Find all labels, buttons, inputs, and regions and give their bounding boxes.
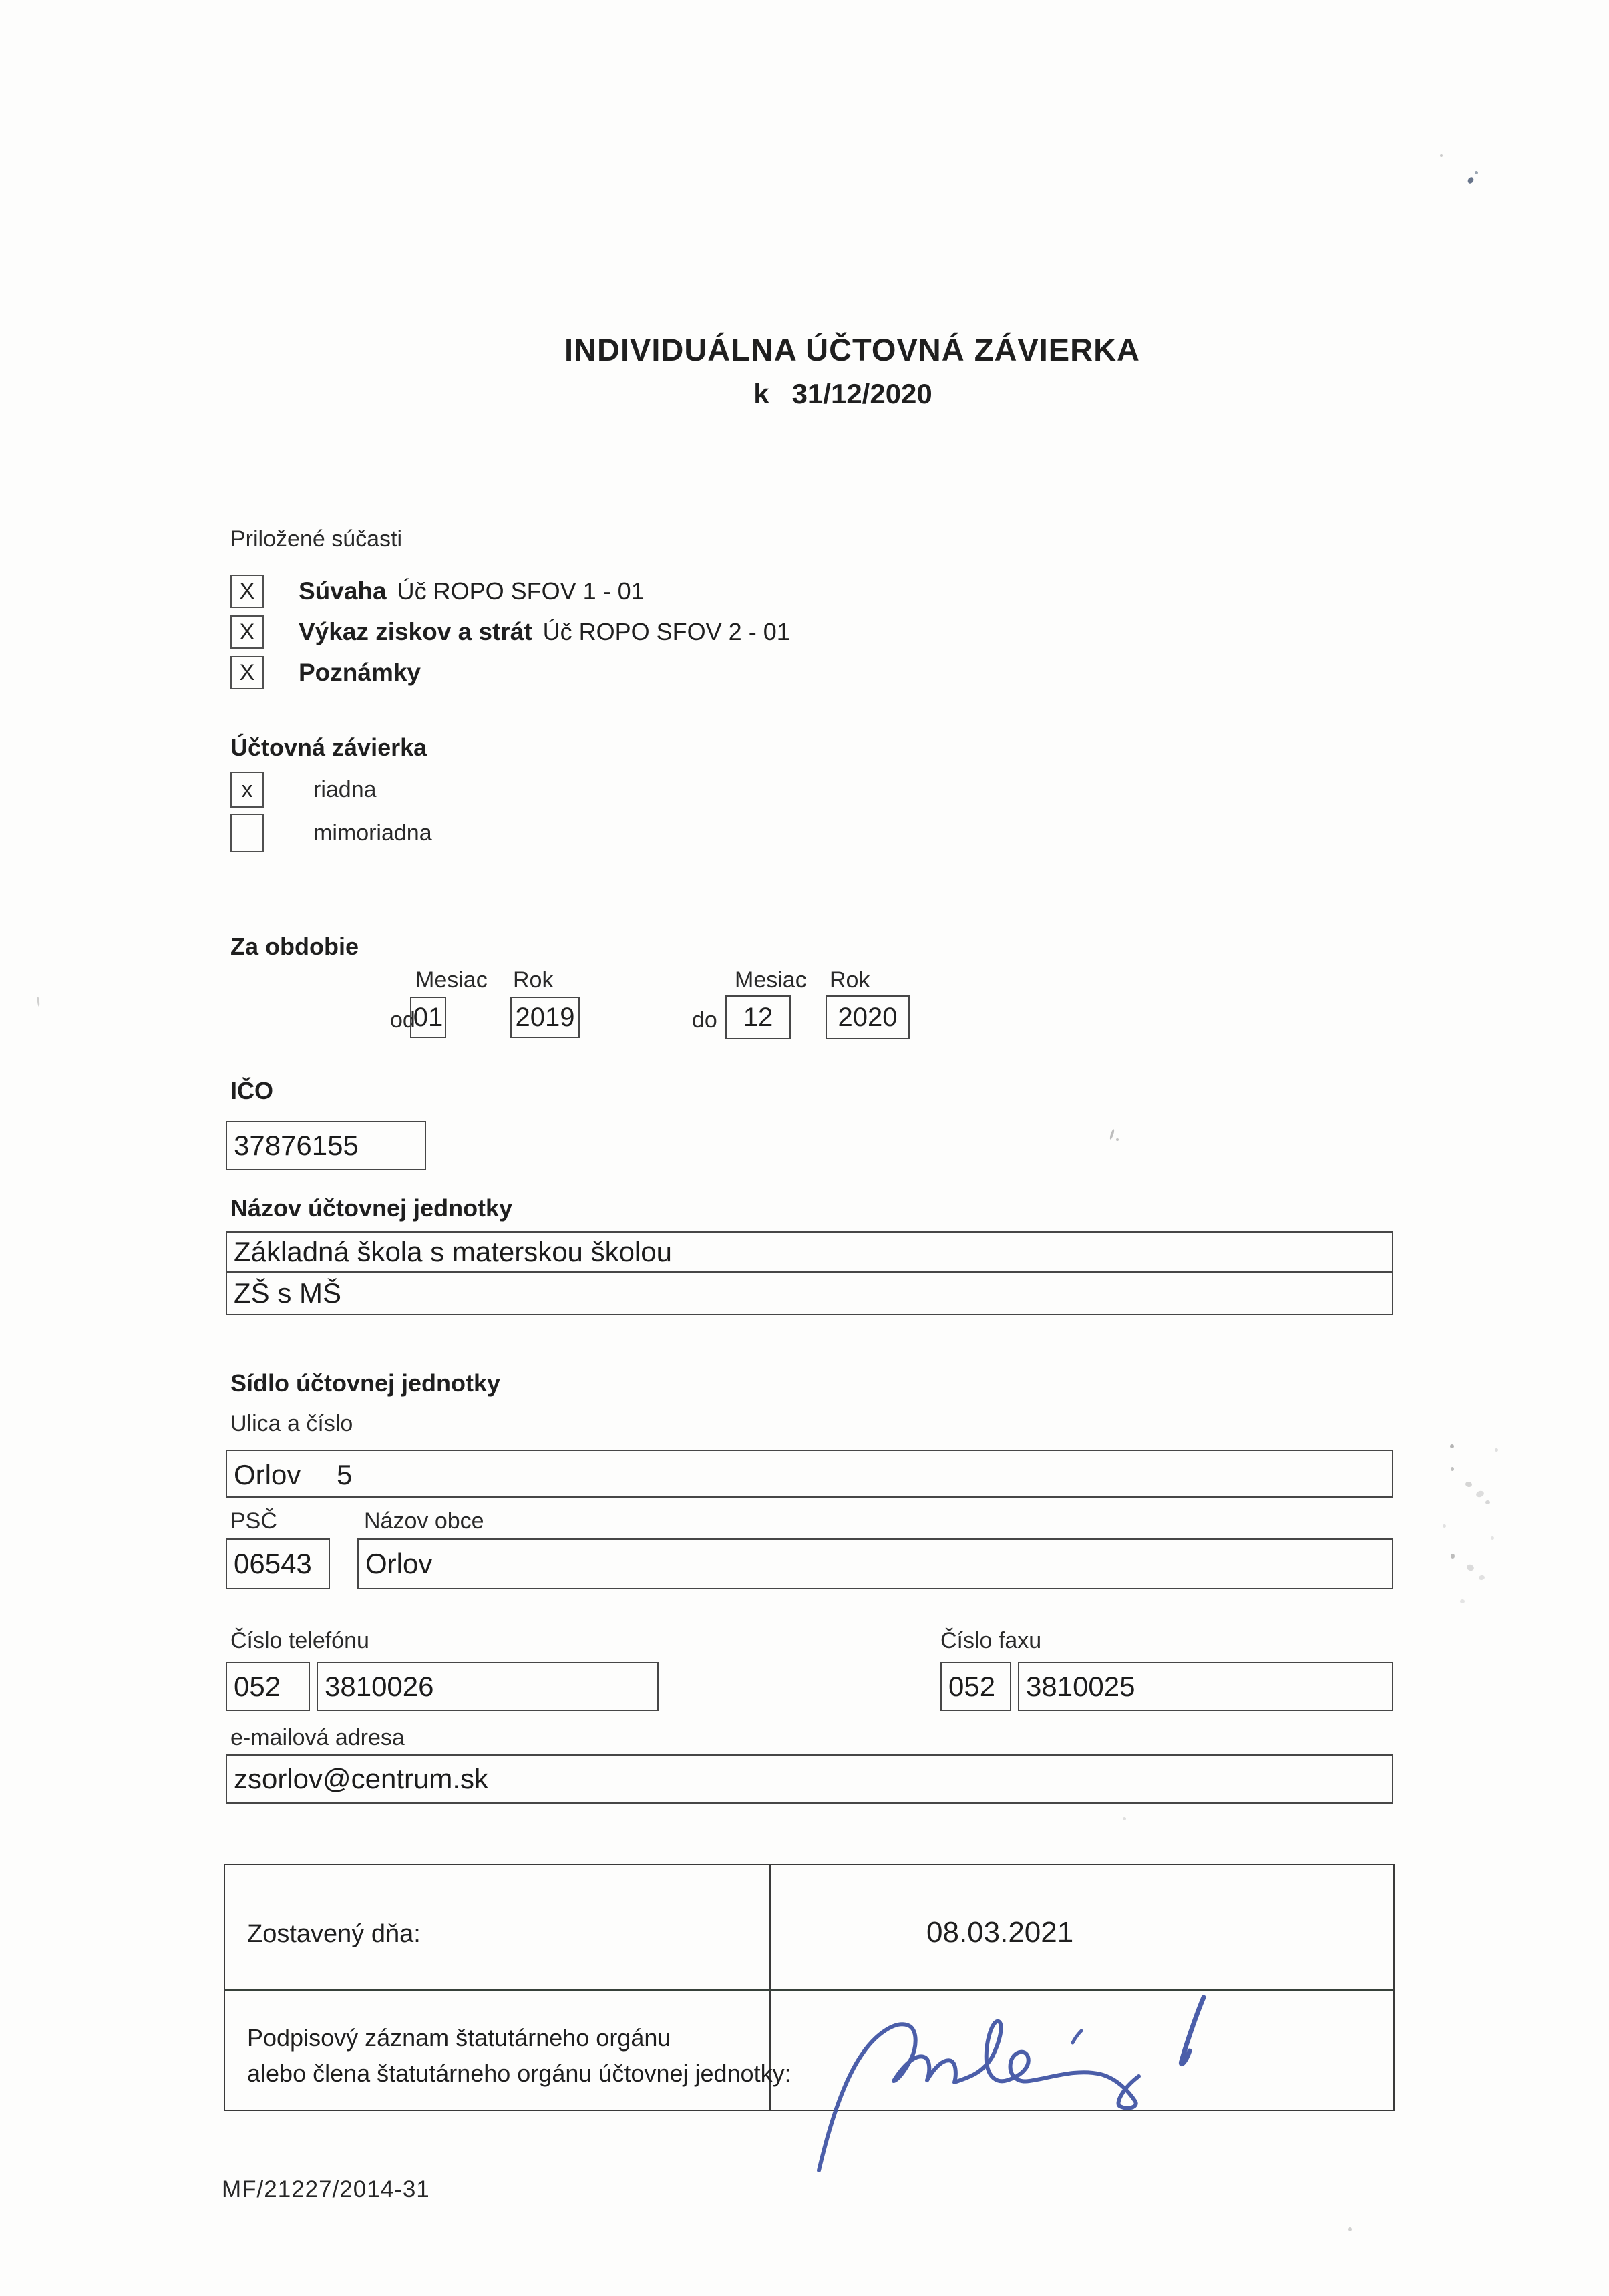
phone-prefix-field[interactable]: 052	[226, 1662, 310, 1711]
scan-speck	[1467, 176, 1475, 185]
town-field[interactable]: Orlov	[357, 1538, 1393, 1589]
compiled-date-label: Zostavený dňa:	[247, 1920, 421, 1948]
scan-speck	[1450, 1444, 1454, 1448]
attachment-row-suvaha	[230, 575, 645, 608]
attachment-row-poznamky	[230, 656, 431, 689]
period-from-month-field[interactable]: 01	[410, 997, 446, 1038]
period-from-month-label: Mesiac	[415, 967, 488, 993]
attachment-label-poznamky: Poznámky	[299, 659, 421, 686]
closing-checkbox-riadna[interactable]: x	[230, 772, 264, 808]
attachments-heading: Priložené súčasti	[230, 526, 403, 552]
period-to-year-field[interactable]: 2020	[826, 995, 910, 1039]
handwritten-signature	[761, 1945, 1229, 2206]
entity-name-heading: Názov účtovnej jednotky	[230, 1194, 513, 1222]
address-heading: Sídlo účtovnej jednotky	[230, 1369, 501, 1397]
fax-number-field[interactable]: 3810025	[1018, 1662, 1393, 1711]
town-label: Názov obce	[364, 1508, 484, 1534]
attachment-label-vykaz: Výkaz ziskov a strát	[299, 618, 532, 645]
attachment-checkbox-poznamky[interactable]: X	[230, 656, 264, 689]
period-to-month-label: Mesiac	[735, 967, 807, 993]
period-from-year-field[interactable]: 2019	[510, 997, 580, 1038]
entity-name-field-1[interactable]: Základná škola s materskou školou	[226, 1231, 1393, 1273]
period-to-month-field[interactable]: 12	[725, 995, 791, 1039]
scan-speck	[1440, 154, 1443, 157]
street-number: 5	[337, 1459, 353, 1490]
closing-checkbox-mimoriadna[interactable]	[230, 814, 264, 852]
period-to-label: do	[692, 1007, 717, 1033]
closing-label-riadna: riadna	[313, 776, 377, 802]
scan-speck	[37, 997, 40, 1007]
scan-speck	[1451, 1554, 1455, 1559]
email-field[interactable]: zsorlov@centrum.sk	[226, 1754, 1393, 1804]
scan-speck	[1475, 171, 1478, 174]
zip-field[interactable]: 06543	[226, 1538, 330, 1589]
closing-type-heading: Účtovná závierka	[230, 733, 427, 761]
phone-label: Číslo telefónu	[230, 1628, 369, 1653]
scan-speck	[1460, 1599, 1465, 1603]
attachment-checkbox-suvaha[interactable]: X	[230, 575, 264, 608]
signatory-label-line2: alebo člena štatutárneho orgánu účtovnej jednotky:	[247, 2060, 791, 2087]
attachment-label-suvaha: Súvaha	[299, 577, 387, 605]
street-field[interactable]	[226, 1450, 1393, 1498]
zip-label: PSČ	[230, 1508, 277, 1534]
scan-speck	[1485, 1500, 1490, 1504]
attachment-checkbox-vykaz[interactable]: X	[230, 615, 264, 649]
period-from-year-label: Rok	[513, 967, 554, 993]
fax-label: Číslo faxu	[940, 1628, 1042, 1653]
entity-name-field-2[interactable]: ZŠ s MŠ	[226, 1273, 1393, 1315]
ico-label: IČO	[230, 1077, 274, 1104]
subtitle-prefix: k	[753, 378, 769, 409]
scan-speck	[1451, 1467, 1454, 1471]
page-title: INDIVIDUÁLNA ÚČTOVNÁ ZÁVIERKA	[564, 332, 1140, 367]
scan-speck	[1123, 1817, 1126, 1820]
closing-option-riadna-row	[230, 772, 377, 808]
subtitle-date: 31/12/2020	[791, 378, 932, 409]
form-reference-code: MF/21227/2014-31	[222, 2176, 430, 2202]
attachment-label-suvaha-code: Úč ROPO SFOV 1 - 01	[397, 577, 645, 605]
ico-field[interactable]: 37876155	[226, 1121, 426, 1170]
signatory-label-line1: Podpisový záznam štatutárneho orgánu	[247, 2024, 671, 2052]
period-to-year-label: Rok	[830, 967, 870, 993]
phone-number-field[interactable]: 3810026	[317, 1662, 659, 1711]
scan-speck	[1116, 1138, 1119, 1141]
closing-label-mimoriadna: mimoriadna	[313, 820, 432, 846]
period-from-label: od	[390, 1007, 415, 1033]
street-value: Orlov	[234, 1459, 301, 1490]
scan-speck	[1478, 1575, 1485, 1581]
scan-speck	[1491, 1536, 1494, 1540]
attachment-label-vykaz-code: Úč ROPO SFOV 2 - 01	[542, 618, 790, 645]
scan-speck	[1465, 1481, 1472, 1488]
scan-speck	[1466, 1563, 1475, 1572]
scan-speck	[1109, 1129, 1115, 1140]
period-heading: Za obdobie	[230, 933, 359, 960]
street-label: Ulica a číslo	[230, 1411, 353, 1436]
scan-speck	[1495, 1448, 1498, 1452]
signatory-label	[247, 2020, 791, 2091]
scan-speck	[1443, 1524, 1446, 1528]
email-label: e-mailová adresa	[230, 1725, 405, 1750]
closing-option-mimoriadna-row	[230, 814, 432, 852]
fax-prefix-field[interactable]: 052	[940, 1662, 1011, 1711]
scan-speck	[1348, 2227, 1352, 2231]
attachment-row-vykaz	[230, 615, 790, 649]
page-subtitle	[753, 378, 932, 410]
scan-speck	[1475, 1490, 1485, 1498]
compiled-date-value: 08.03.2021	[926, 1916, 1074, 1949]
